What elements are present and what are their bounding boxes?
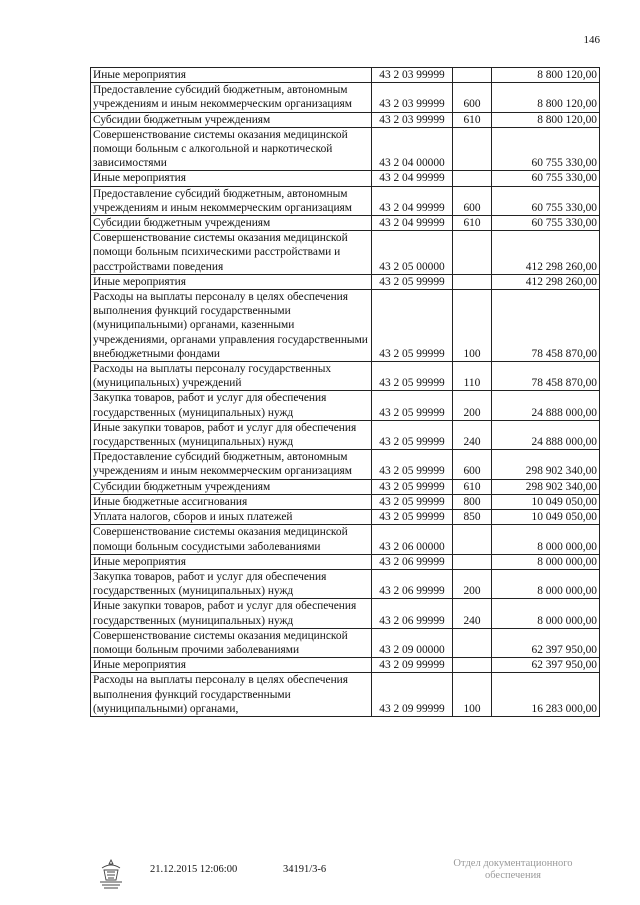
row-expense-type <box>453 171 492 186</box>
row-amount: 8 000 000,00 <box>492 525 600 554</box>
row-code: 43 2 05 99999 <box>372 510 453 525</box>
row-expense-type: 610 <box>453 479 492 494</box>
row-code: 43 2 06 99999 <box>372 599 453 628</box>
row-code: 43 2 04 99999 <box>372 186 453 215</box>
table-row <box>91 112 600 127</box>
row-amount: 16 283 000,00 <box>492 673 600 717</box>
row-amount: 8 800 120,00 <box>492 68 600 83</box>
table-row <box>91 673 600 717</box>
row-amount: 78 458 870,00 <box>492 290 600 362</box>
table-row <box>91 362 600 391</box>
row-name: Иные мероприятия <box>91 554 372 569</box>
row-expense-type <box>453 658 492 673</box>
table-row <box>91 231 600 275</box>
row-name: Иные мероприятия <box>91 658 372 673</box>
table-row <box>91 274 600 289</box>
row-amount: 10 049 050,00 <box>492 510 600 525</box>
row-expense-type: 100 <box>453 673 492 717</box>
row-name: Иные закупки товаров, работ и услуг для обеспечения государственных (муниципальных) нужд <box>91 420 372 449</box>
row-code: 43 2 05 99999 <box>372 479 453 494</box>
row-code: 43 2 03 99999 <box>372 112 453 127</box>
row-amount: 78 458 870,00 <box>492 362 600 391</box>
row-name: Расходы на выплаты персоналу государственных (муниципальных) учреждений <box>91 362 372 391</box>
row-expense-type: 240 <box>453 420 492 449</box>
row-code: 43 2 03 99999 <box>372 83 453 112</box>
row-expense-type: 200 <box>453 569 492 598</box>
row-amount: 412 298 260,00 <box>492 231 600 275</box>
row-name: Совершенствование системы оказания медицинской помощи больным психическими расстройствами и расстройствами поведения <box>91 231 372 275</box>
table-row <box>91 83 600 112</box>
row-name: Субсидии бюджетным учреждениям <box>91 112 372 127</box>
table-row <box>91 290 600 362</box>
row-expense-type <box>453 127 492 171</box>
row-name: Закупка товаров, работ и услуг для обеспечения государственных (муниципальных) нужд <box>91 569 372 598</box>
row-name: Иные закупки товаров, работ и услуг для обеспечения государственных (муниципальных) нужд <box>91 599 372 628</box>
row-name: Совершенствование системы оказания медицинской помощи больным с алкогольной и наркотической зависимостями <box>91 127 372 171</box>
page-footer <box>0 858 640 898</box>
row-code: 43 2 05 00000 <box>372 231 453 275</box>
row-name: Иные бюджетные ассигнования <box>91 494 372 509</box>
row-expense-type: 110 <box>453 362 492 391</box>
row-expense-type: 200 <box>453 391 492 420</box>
table-row <box>91 599 600 628</box>
row-amount: 62 397 950,00 <box>492 628 600 657</box>
row-code: 43 2 05 99999 <box>372 362 453 391</box>
table-row <box>91 216 600 231</box>
table-row <box>91 554 600 569</box>
footer-department-line1: Отдел документационного <box>453 858 573 869</box>
table-row <box>91 658 600 673</box>
row-amount: 24 888 000,00 <box>492 420 600 449</box>
row-amount: 10 049 050,00 <box>492 494 600 509</box>
footer-department-line2: обеспечения <box>484 870 542 881</box>
table-row <box>91 171 600 186</box>
row-name: Расходы на выплаты персоналу в целях обеспечения выполнения функций государственными (муниципальными) органами, <box>91 673 372 717</box>
row-expense-type: 610 <box>453 112 492 127</box>
row-code: 43 2 04 99999 <box>372 216 453 231</box>
table-row <box>91 420 600 449</box>
row-code: 43 2 09 99999 <box>372 658 453 673</box>
table-row <box>91 127 600 171</box>
row-code: 43 2 06 99999 <box>372 554 453 569</box>
row-code: 43 2 05 99999 <box>372 494 453 509</box>
footer-date: 21.12.2015 12:06:00 <box>150 864 238 875</box>
row-name: Совершенствование системы оказания медицинской помощи больным прочими заболеваниями <box>91 628 372 657</box>
row-name: Субсидии бюджетным учреждениям <box>91 216 372 231</box>
row-expense-type: 600 <box>453 186 492 215</box>
row-code: 43 2 05 99999 <box>372 391 453 420</box>
row-amount: 24 888 000,00 <box>492 391 600 420</box>
row-amount: 8 000 000,00 <box>492 569 600 598</box>
table-row <box>91 525 600 554</box>
row-expense-type <box>453 525 492 554</box>
table-row <box>91 628 600 657</box>
row-amount: 62 397 950,00 <box>492 658 600 673</box>
row-expense-type <box>453 628 492 657</box>
page-number: 146 <box>583 34 600 46</box>
row-code: 43 2 06 00000 <box>372 525 453 554</box>
row-expense-type: 800 <box>453 494 492 509</box>
row-expense-type: 240 <box>453 599 492 628</box>
table-row <box>91 68 600 83</box>
row-name: Расходы на выплаты персоналу в целях обеспечения выполнения функций государственными (муниципальными) органами, казенными учреждениями, органами управления государственными внебюджетными фондами <box>91 290 372 362</box>
row-amount: 60 755 330,00 <box>492 127 600 171</box>
row-amount: 8 800 120,00 <box>492 112 600 127</box>
row-name: Предоставление субсидий бюджетным, автономным учреждениям и иным некоммерческим организациям <box>91 450 372 479</box>
footer-department-stamp <box>438 858 588 882</box>
row-expense-type: 600 <box>453 83 492 112</box>
table-row <box>91 494 600 509</box>
row-code: 43 2 06 99999 <box>372 569 453 598</box>
row-amount: 298 902 340,00 <box>492 450 600 479</box>
row-code: 43 2 05 99999 <box>372 420 453 449</box>
table-row <box>91 391 600 420</box>
table-row <box>91 569 600 598</box>
row-expense-type: 850 <box>453 510 492 525</box>
table-row <box>91 450 600 479</box>
row-amount: 298 902 340,00 <box>492 479 600 494</box>
row-expense-type <box>453 274 492 289</box>
row-name: Иные мероприятия <box>91 171 372 186</box>
row-code: 43 2 04 99999 <box>372 171 453 186</box>
row-amount: 8 000 000,00 <box>492 554 600 569</box>
coat-of-arms-icon <box>96 858 126 892</box>
row-name: Иные мероприятия <box>91 274 372 289</box>
table-row <box>91 510 600 525</box>
row-expense-type: 100 <box>453 290 492 362</box>
footer-doc-number: 34191/3-6 <box>283 864 327 875</box>
row-expense-type <box>453 554 492 569</box>
row-code: 43 2 09 99999 <box>372 673 453 717</box>
row-code: 43 2 09 00000 <box>372 628 453 657</box>
row-code: 43 2 04 00000 <box>372 127 453 171</box>
row-name: Субсидии бюджетным учреждениям <box>91 479 372 494</box>
row-name: Предоставление субсидий бюджетным, автономным учреждениям и иным некоммерческим организациям <box>91 83 372 112</box>
row-amount: 8 800 120,00 <box>492 83 600 112</box>
table-row <box>91 479 600 494</box>
row-amount: 60 755 330,00 <box>492 216 600 231</box>
row-name: Совершенствование системы оказания медицинской помощи больным сосудистыми заболеваниями <box>91 525 372 554</box>
budget-table <box>90 67 600 717</box>
row-code: 43 2 05 99999 <box>372 290 453 362</box>
row-amount: 60 755 330,00 <box>492 186 600 215</box>
row-code: 43 2 05 99999 <box>372 274 453 289</box>
row-expense-type: 610 <box>453 216 492 231</box>
budget-table-body <box>91 68 600 717</box>
row-expense-type <box>453 68 492 83</box>
row-amount: 412 298 260,00 <box>492 274 600 289</box>
table-row <box>91 186 600 215</box>
row-name: Предоставление субсидий бюджетным, автономным учреждениям и иным некоммерческим организациям <box>91 186 372 215</box>
row-code: 43 2 03 99999 <box>372 68 453 83</box>
row-expense-type: 600 <box>453 450 492 479</box>
row-expense-type <box>453 231 492 275</box>
row-amount: 8 000 000,00 <box>492 599 600 628</box>
row-name: Уплата налогов, сборов и иных платежей <box>91 510 372 525</box>
row-name: Иные мероприятия <box>91 68 372 83</box>
row-name: Закупка товаров, работ и услуг для обеспечения государственных (муниципальных) нужд <box>91 391 372 420</box>
row-amount: 60 755 330,00 <box>492 171 600 186</box>
row-code: 43 2 05 99999 <box>372 450 453 479</box>
